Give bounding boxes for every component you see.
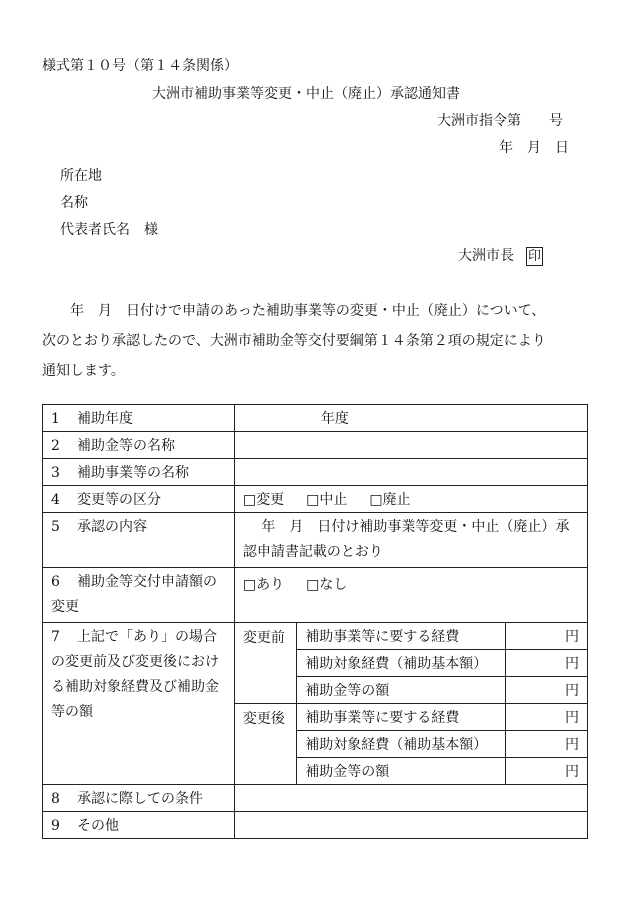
row-label: 6 補助金等交付申請額の変更 [43, 568, 235, 623]
checkbox-change[interactable]: □変更 [242, 492, 285, 508]
change-type-options [234, 486, 587, 513]
row-label: 1 補助年度 [43, 405, 235, 432]
row-label: 4 変更等の区分 [43, 486, 235, 513]
table-row [43, 623, 588, 650]
approval-table [42, 404, 588, 839]
checkbox-no[interactable]: □なし [306, 577, 348, 593]
amount-cell[interactable]: 円 [506, 758, 588, 785]
row-label: 8 承認に際しての条件 [43, 785, 235, 812]
row-label: 3 補助事業等の名称 [43, 459, 235, 486]
amount-cell[interactable]: 円 [506, 650, 588, 677]
table-row [43, 812, 588, 839]
cost-item-label: 補助事業等に要する経費 [297, 704, 506, 731]
form-number: 様式第１０号（第１４条関係） [42, 58, 238, 74]
addressee-name: 名称 [60, 195, 88, 211]
table-row [43, 568, 588, 623]
body-line-1: 年 月 日付けで申請のあった補助事業等の変更・中止（廃止）について、 [42, 303, 546, 319]
amount-change-options [234, 568, 587, 623]
after-change-label: 変更後 [234, 704, 296, 785]
body-paragraph [42, 296, 590, 386]
addressee-representative: 代表者氏名 様 [60, 222, 158, 238]
amount-cell[interactable]: 円 [506, 731, 588, 758]
document-date: 年 月 日 [499, 140, 569, 156]
subsidy-name-field[interactable] [234, 432, 587, 459]
row-label: 5 承認の内容 [43, 513, 235, 568]
fiscal-year-field[interactable]: 年度 [234, 405, 587, 432]
body-line-3: 通知します。 [42, 363, 125, 379]
cost-item-label: 補助金等の額 [297, 677, 506, 704]
addressee-location: 所在地 [60, 168, 102, 184]
table-row [43, 432, 588, 459]
cost-item-label: 補助対象経費（補助基本額） [297, 731, 506, 758]
cost-item-label: 補助事業等に要する経費 [297, 623, 506, 650]
other-field[interactable] [234, 812, 587, 839]
before-change-label: 変更前 [234, 623, 296, 704]
table-row [43, 486, 588, 513]
approval-content: 年 月 日付け補助事業等変更・中止（廃止）承認申請書記載のとおり [234, 513, 587, 568]
table-row [43, 785, 588, 812]
amount-cell[interactable]: 円 [506, 677, 588, 704]
amount-cell[interactable]: 円 [506, 623, 588, 650]
row-label: 9 その他 [43, 812, 235, 839]
sender-name: 大洲市長 [458, 248, 514, 264]
body-line-2: 次のとおり承認したので、大洲市補助金等交付要綱第１４条第２項の規定により [42, 333, 546, 349]
checkbox-cancel[interactable]: □中止 [306, 492, 348, 508]
checkbox-yes[interactable]: □あり [242, 577, 285, 593]
approval-conditions-field[interactable] [234, 785, 587, 812]
table-row [43, 513, 588, 568]
amount-cell[interactable]: 円 [506, 704, 588, 731]
cost-item-label: 補助対象経費（補助基本額） [297, 650, 506, 677]
sender-block [458, 245, 543, 266]
project-name-field[interactable] [234, 459, 587, 486]
table-row [43, 459, 588, 486]
row-label: 2 補助金等の名称 [43, 432, 235, 459]
document-title: 大洲市補助事業等変更・中止（廃止）承認通知書 [152, 86, 460, 102]
row-label: 7 上記で「あり」の場合の変更前及び変更後における補助対象経費及び補助金等の額 [43, 623, 235, 785]
table-row [43, 405, 588, 432]
document-number: 大洲市指令第 号 [437, 113, 563, 129]
cost-item-label: 補助金等の額 [297, 758, 506, 785]
seal-stamp: 印 [528, 249, 542, 264]
checkbox-abolish[interactable]: □廃止 [369, 492, 411, 508]
